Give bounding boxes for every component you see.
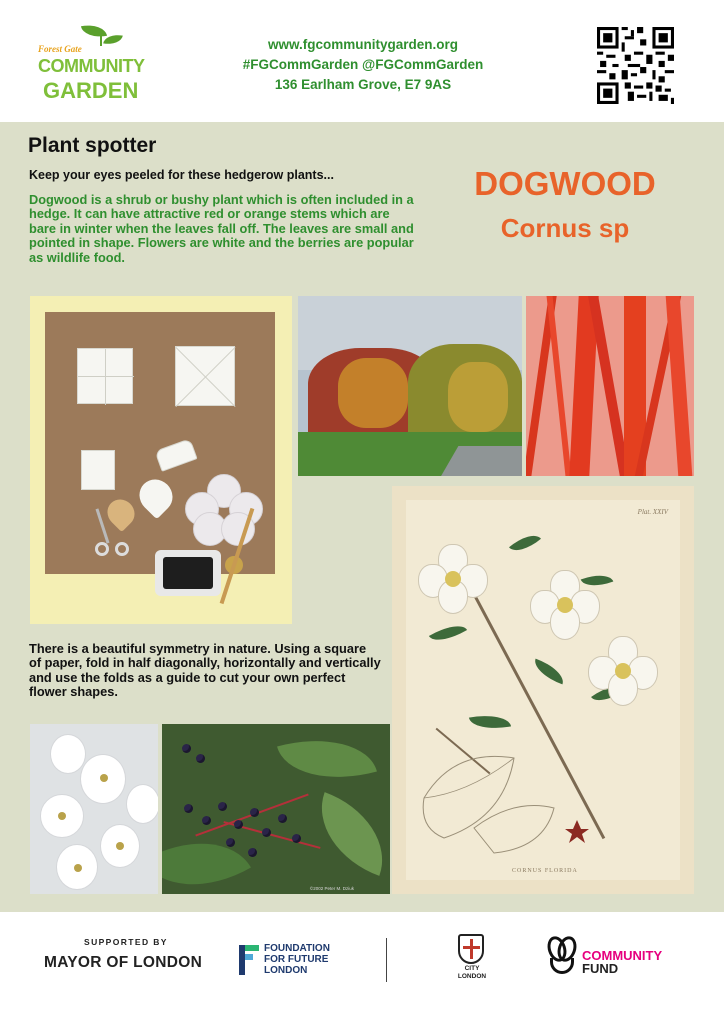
foundation-for-future-london-icon <box>239 945 259 975</box>
foundation-for-future-london-logo[interactable]: FOUNDATION FOR FUTURE LONDON <box>264 943 330 976</box>
page-subtitle: Keep your eyes peeled for these hedgerow plants... <box>29 168 334 182</box>
dogwood-flower-icon <box>418 544 488 614</box>
address: 136 Earlham Grove, E7 9AS <box>274 77 452 92</box>
paper-heart <box>102 494 140 532</box>
supported-by-label: SUPPORTED BY <box>84 937 168 947</box>
cut-paper-piece <box>154 438 197 472</box>
forest-gate-community-garden-logo[interactable] <box>38 22 145 104</box>
dogwood-flowers-photo <box>30 724 158 894</box>
logo-divider <box>386 938 387 982</box>
contact-info <box>220 35 506 95</box>
paper-flower-craft-photo <box>30 296 292 624</box>
crossed-fingers-icon <box>544 934 580 976</box>
dogwood-hedge-photo <box>298 296 522 476</box>
red-dogwood-stems-photo <box>526 296 694 476</box>
leaf-icon <box>81 22 107 40</box>
folded-paper-square <box>175 346 235 406</box>
header <box>0 0 724 122</box>
plant-latin-name: Cornus sp <box>500 213 630 243</box>
cornus-florida-botanical-plate <box>392 486 694 894</box>
folded-paper-piece <box>81 450 115 490</box>
berry-sketch-icon <box>562 816 592 846</box>
logo-community: COMMUNITY <box>38 56 145 76</box>
plate-caption: CORNUS FLORIDA <box>512 868 578 874</box>
ink-pad <box>155 550 221 596</box>
paper-heart <box>133 473 180 520</box>
plant-description: Dogwood is a shrub or bushy plant which is often included in a hedge. It can have attractive red or orange stems which are bare in winter when the leaves fall off. The leaves are small and pointed in shape. Flowers are white and the berries are popular as wildlife food. <box>29 192 414 265</box>
dogwood-berries-photo <box>162 724 390 894</box>
community-fund-logo[interactable]: COMMUNITY FUND <box>582 948 663 976</box>
dogwood-flower-icon <box>530 570 600 640</box>
logo-garden: GARDEN <box>43 78 139 103</box>
social-handles: #FGCommGarden @FGCommGarden <box>242 57 484 72</box>
city-of-london-logo[interactable]: CITY LONDON <box>457 965 487 980</box>
mayor-of-london-logo[interactable]: MAYOR OF LONDON <box>44 954 203 971</box>
dogwood-flower-icon <box>588 636 658 706</box>
leaf-outline-sketch <box>414 738 564 858</box>
page-title: Plant spotter <box>28 134 157 157</box>
qr-code-icon[interactable] <box>597 27 674 104</box>
photo-credit: ©2002 Peter M. Dziuk <box>309 886 354 891</box>
website-link[interactable]: www.fgcommunitygarden.org <box>267 37 458 52</box>
city-of-london-crest-icon <box>458 934 484 964</box>
plate-label: Plat. XXIV <box>637 508 668 516</box>
logo-forest-gate: Forest Gate <box>38 44 82 54</box>
plant-common-name: DOGWOOD <box>474 165 656 202</box>
folded-paper-square <box>77 348 133 404</box>
craft-instructions: There is a beautiful symmetry in nature. Using a square of paper, fold in half diagonally, horizontally and vertically and use the folds as a guide to cut your own perfect flower shapes. <box>29 641 381 700</box>
